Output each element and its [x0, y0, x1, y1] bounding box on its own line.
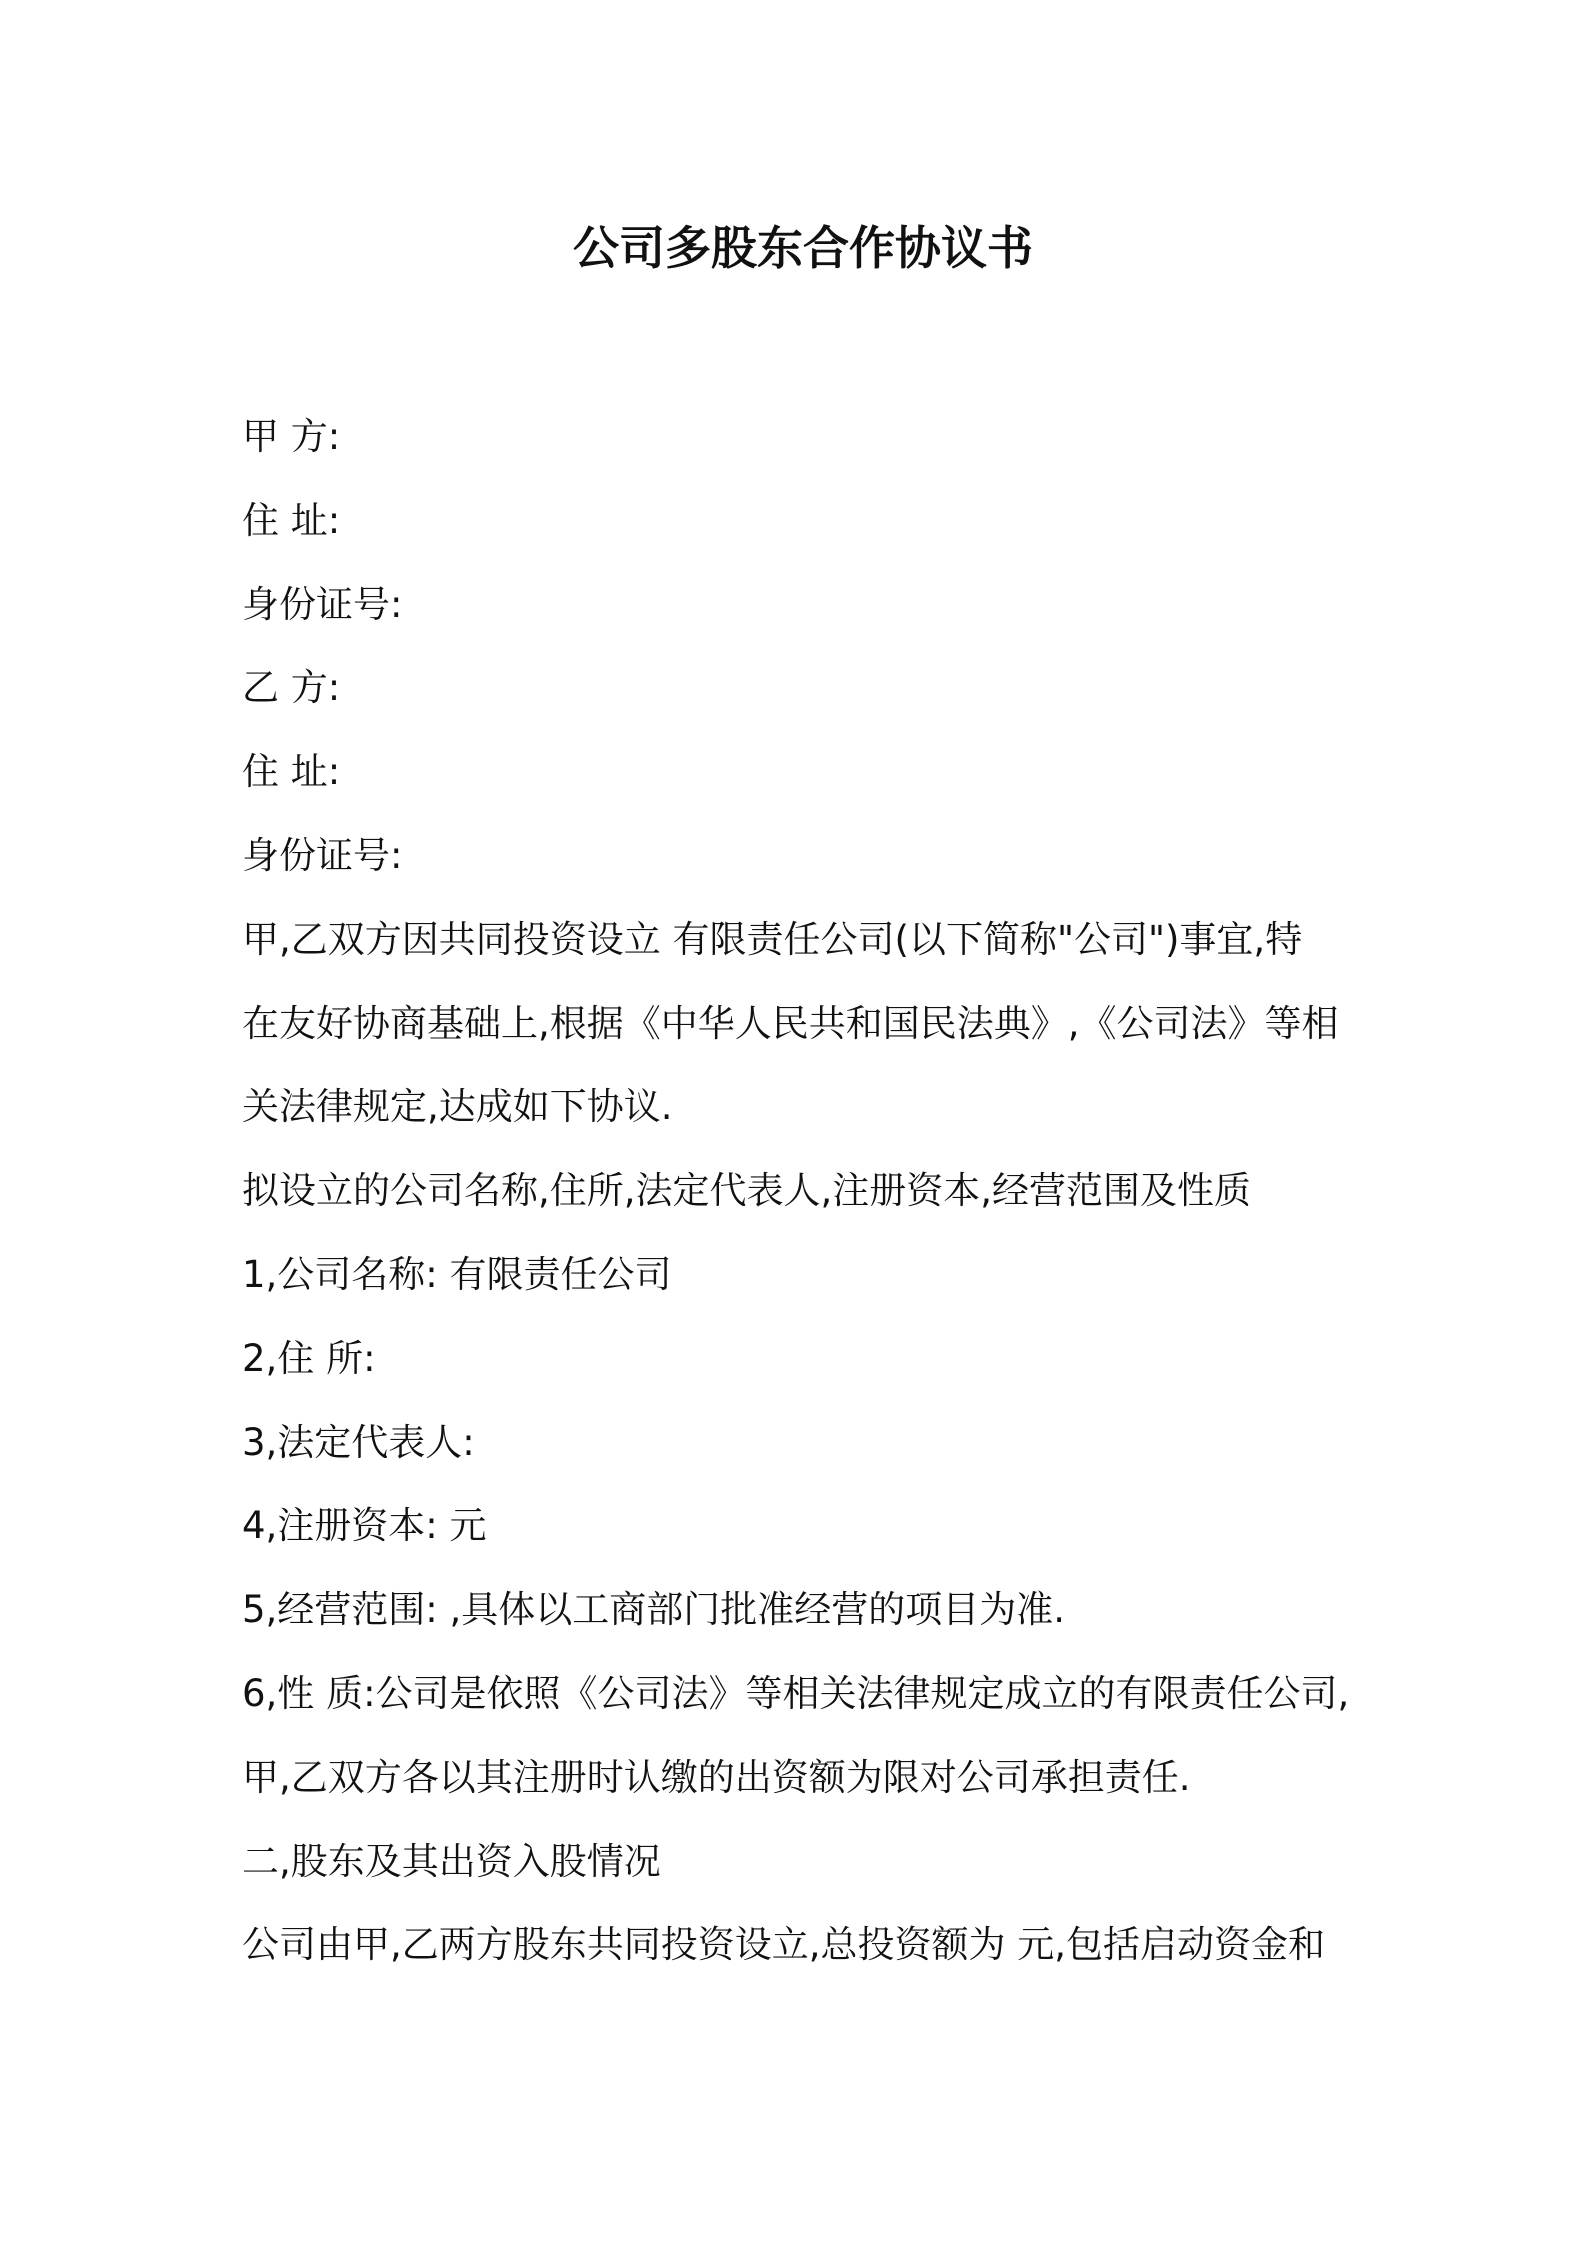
section-1-item-address: 2,住 所:	[242, 1336, 376, 1380]
party-b-id-label: 身份证号:	[242, 833, 403, 877]
document-body	[242, 395, 1462, 1987]
party-b-address-label: 住 址:	[242, 750, 341, 794]
party-a-id-label: 身份证号:	[242, 582, 403, 626]
party-b-name-label: 乙 方:	[242, 666, 341, 710]
party-a-address-label: 住 址:	[242, 498, 341, 542]
preamble-line: 关法律规定,达成如下协议.	[242, 1085, 673, 1129]
preamble-line: 在友好协商基础上,根据《中华人民共和国民法典》,《公司法》等相	[242, 1001, 1339, 1045]
section-1-item-legal-representative: 3,法定代表人:	[242, 1420, 475, 1464]
section-1-heading: 拟设立的公司名称,住所,法定代表人,注册资本,经营范围及性质	[242, 1169, 1252, 1213]
preamble-line: 甲,乙双方因共同投资设立 有限责任公司(以下简称"公司")事宜,特	[242, 917, 1303, 961]
section-2-heading: 二,股东及其出资入股情况	[242, 1839, 661, 1883]
section-1-item-nature: 6,性 质:公司是依照《公司法》等相关法律规定成立的有限责任公司,	[242, 1671, 1350, 1715]
section-1-item-business-scope: 5,经营范围: ,具体以工商部门批准经营的项目为准.	[242, 1588, 1066, 1632]
document-title: 公司多股东合作协议书	[573, 221, 1033, 275]
section-2-line: 公司由甲,乙两方股东共同投资设立,总投资额为 元,包括启动资金和	[242, 1923, 1326, 1967]
section-1-item-company-name: 1,公司名称: 有限责任公司	[242, 1252, 672, 1296]
section-1-item-registered-capital: 4,注册资本: 元	[242, 1504, 487, 1548]
section-1-item-nature-continuation: 甲,乙双方各以其注册时认缴的出资额为限对公司承担责任.	[242, 1755, 1191, 1799]
party-a-name-label: 甲 方:	[242, 415, 341, 458]
